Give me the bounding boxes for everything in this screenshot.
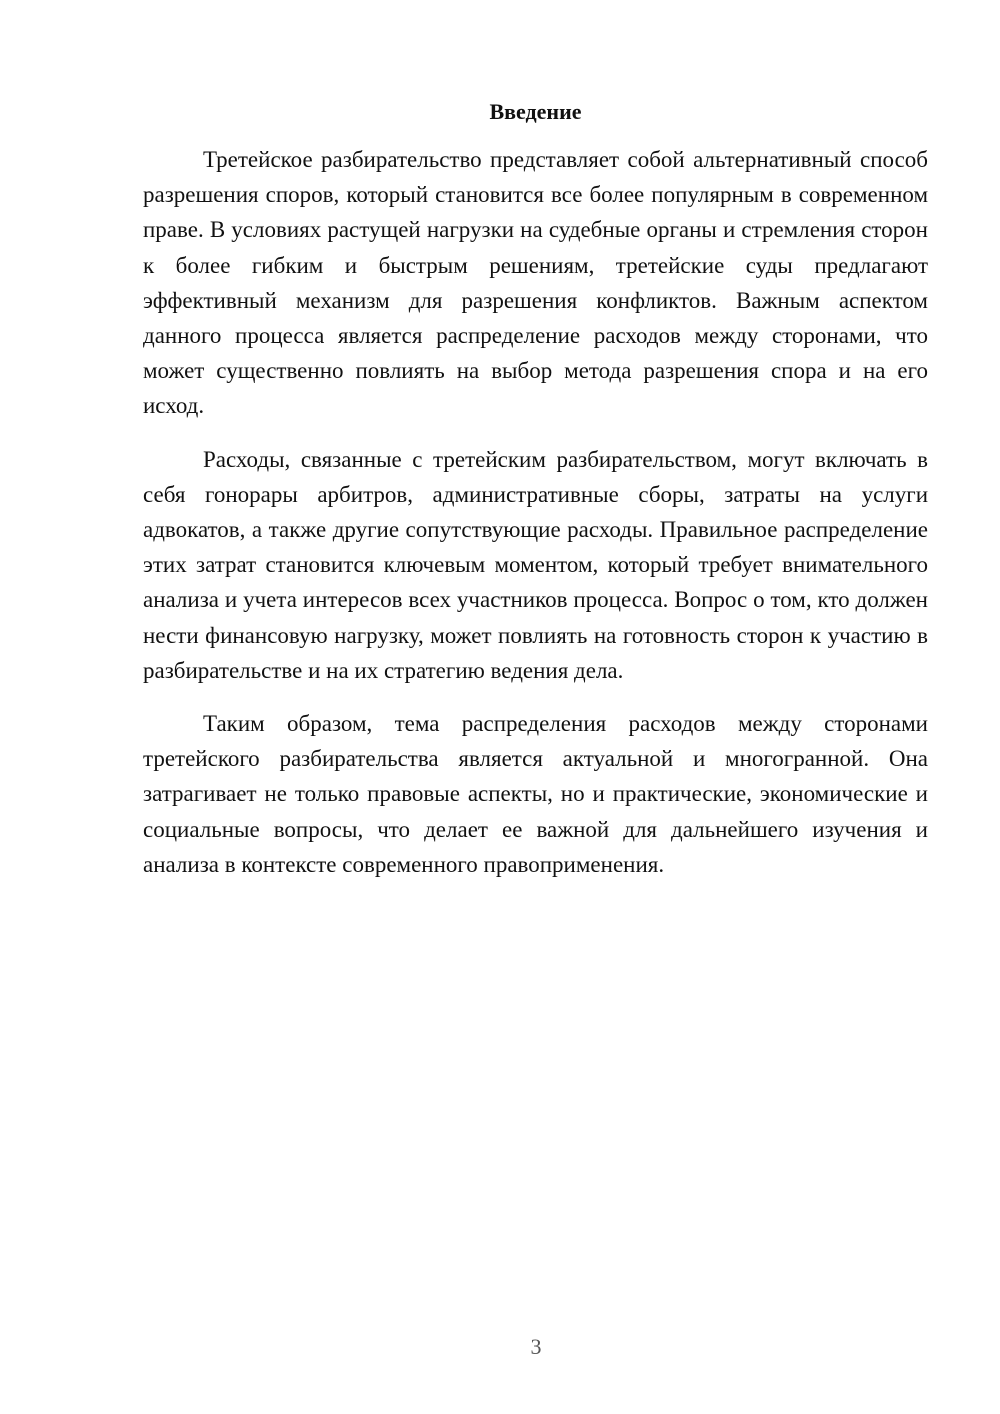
paragraph-3: Таким образом, тема распределения расходов между сторонами третейского разбирательства является актуальной и многогранной. Она затрагивает не только правовые аспекты, но и практические, экономические и социальные вопросы, что делает ее важной для дальнейшего изучения и анализа в контексте современного правоприменения.: [143, 711, 928, 877]
page-title: Введение: [489, 99, 582, 124]
body-text: [143, 142, 928, 900]
paragraph-2: Расходы, связанные с третейским разбирательством, могут включать в себя гонорары арбитров, административные сборы, затраты на услуги адвокатов, а также другие сопутствующие расходы. Правильное распределение этих затрат становится ключевым моментом, который требует внимательного анализа и учета интересов всех участников процесса. Вопрос о том, кто должен нести финансовую нагрузку, может повлиять на готовность сторон к участию в разбирательстве и на их стратегию ведения дела.: [143, 446, 928, 683]
paragraph-1: Третейское разбирательство представляет собой альтернативный способ разрешения споров, который становится все более популярным в современном праве. В условиях растущей нагрузки на судебные органы и стремления сторон к более гибким и быстрым решениям, третейские суды предлагают эффективный механизм для разрешения конфликтов. Важным аспектом данного процесса является распределение расходов между сторонами, что может существенно повлиять на выбор метода разрешения спора и на его исход.: [143, 147, 928, 419]
page-number: 3: [530, 1334, 542, 1359]
